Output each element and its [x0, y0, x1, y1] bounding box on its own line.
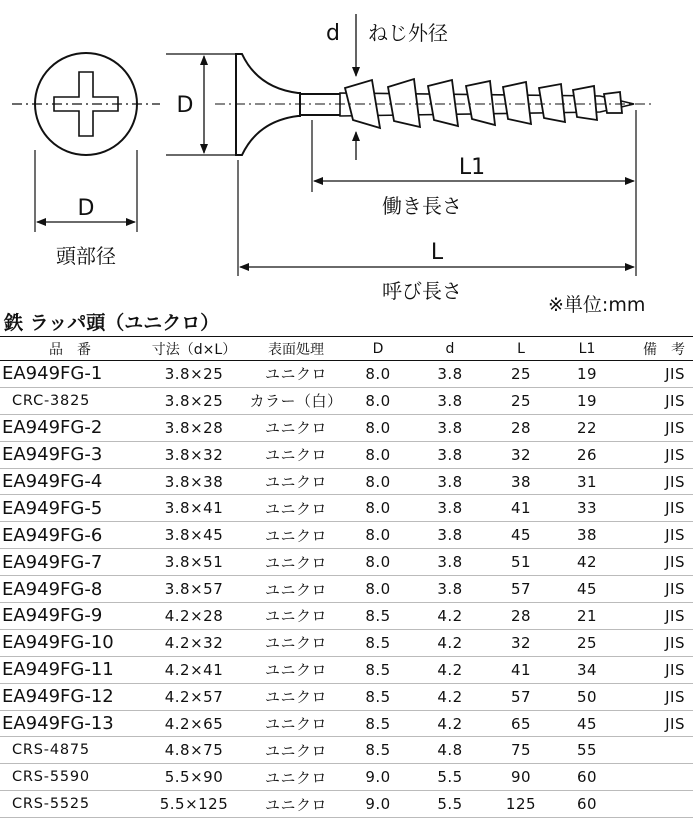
cell-remarks: JIS [620, 468, 693, 495]
cell-D: 8.0 [344, 468, 412, 495]
cell-L1: 60 [554, 764, 620, 791]
head-diameter-caption: 頭部径 [56, 244, 116, 268]
cell-L1: 22 [554, 414, 620, 441]
table-row [0, 441, 693, 468]
cell-size: 4.2×41 [140, 656, 248, 683]
cell-L1: 33 [554, 495, 620, 522]
cell-L1: 19 [554, 361, 620, 388]
table-row [0, 737, 693, 764]
header-d: d [412, 337, 488, 361]
cell-d: 4.2 [412, 683, 488, 710]
cell-size: 5.5×90 [140, 764, 248, 791]
cell-finish: ユニクロ [248, 495, 344, 522]
header-L: L [488, 337, 554, 361]
nominal-length-symbol: L [430, 240, 444, 265]
table-row [0, 549, 693, 576]
cell-finish: ユニクロ [248, 576, 344, 603]
cell-L: 90 [488, 764, 554, 791]
table-row [0, 683, 693, 710]
cell-L: 125 [488, 791, 554, 818]
cell-size: 5.5×125 [140, 791, 248, 818]
cell-code: EA949FG-12 [0, 683, 140, 710]
working-length-dimension [312, 110, 636, 276]
cell-L: 75 [488, 737, 554, 764]
cell-d: 3.8 [412, 522, 488, 549]
cell-L: 65 [488, 710, 554, 737]
cell-L1: 26 [554, 441, 620, 468]
cell-remarks [620, 764, 693, 791]
cell-code: EA949FG-4 [0, 468, 140, 495]
cell-L1: 19 [554, 387, 620, 414]
thread-diameter-caption: ねじ外径 [368, 21, 448, 45]
cell-L: 51 [488, 549, 554, 576]
cell-remarks: JIS [620, 549, 693, 576]
cell-finish: ユニクロ [248, 683, 344, 710]
cell-D: 8.5 [344, 737, 412, 764]
cell-code: EA949FG-13 [0, 710, 140, 737]
cell-remarks: JIS [620, 441, 693, 468]
cell-D: 8.0 [344, 387, 412, 414]
cell-D: 8.5 [344, 656, 412, 683]
cell-L1: 31 [554, 468, 620, 495]
cell-size: 4.2×65 [140, 710, 248, 737]
cell-finish: ユニクロ [248, 737, 344, 764]
cell-remarks [620, 791, 693, 818]
table-row [0, 495, 693, 522]
cell-finish: ユニクロ [248, 361, 344, 388]
cell-D: 8.0 [344, 441, 412, 468]
cell-d: 3.8 [412, 468, 488, 495]
cell-d: 4.2 [412, 603, 488, 630]
cell-size: 3.8×41 [140, 495, 248, 522]
header-L1: L1 [554, 337, 620, 361]
cell-d: 4.2 [412, 629, 488, 656]
cell-D: 8.5 [344, 603, 412, 630]
cell-L: 25 [488, 387, 554, 414]
cell-L: 41 [488, 656, 554, 683]
table-row [0, 656, 693, 683]
cell-L: 28 [488, 603, 554, 630]
cell-code: EA949FG-11 [0, 656, 140, 683]
cell-size: 3.8×51 [140, 549, 248, 576]
cell-size: 3.8×45 [140, 522, 248, 549]
cell-code: EA949FG-3 [0, 441, 140, 468]
table-row [0, 791, 693, 818]
cell-finish: ユニクロ [248, 468, 344, 495]
cell-L: 45 [488, 522, 554, 549]
cell-size: 3.8×57 [140, 576, 248, 603]
table-title: 鉄 ラッパ頭（ユニクロ） [4, 312, 220, 334]
cell-finish: ユニクロ [248, 414, 344, 441]
table-row [0, 468, 693, 495]
cell-D: 8.0 [344, 522, 412, 549]
cell-finish: ユニクロ [248, 764, 344, 791]
table-row [0, 361, 693, 388]
cell-D: 8.0 [344, 549, 412, 576]
cell-remarks: JIS [620, 387, 693, 414]
cell-d: 3.8 [412, 576, 488, 603]
cell-code: EA949FG-5 [0, 495, 140, 522]
cell-D: 8.0 [344, 495, 412, 522]
cell-D: 9.0 [344, 764, 412, 791]
cell-remarks: JIS [620, 710, 693, 737]
nominal-length-caption: 呼び長さ [382, 279, 462, 303]
cell-d: 4.2 [412, 656, 488, 683]
cell-d: 3.8 [412, 361, 488, 388]
cell-remarks: JIS [620, 576, 693, 603]
cell-remarks: JIS [620, 495, 693, 522]
cell-d: 3.8 [412, 549, 488, 576]
cell-L: 25 [488, 361, 554, 388]
cell-size: 4.2×32 [140, 629, 248, 656]
cell-d: 5.5 [412, 791, 488, 818]
cell-code: EA949FG-8 [0, 576, 140, 603]
table-header-row [0, 337, 693, 361]
cell-size: 3.8×25 [140, 361, 248, 388]
cell-D: 8.0 [344, 361, 412, 388]
cell-D: 8.5 [344, 683, 412, 710]
cell-code: EA949FG-6 [0, 522, 140, 549]
table-body [0, 361, 693, 818]
cell-finish: ユニクロ [248, 791, 344, 818]
cell-L1: 50 [554, 683, 620, 710]
cell-D: 8.0 [344, 576, 412, 603]
screw-side-view [215, 54, 655, 155]
cell-remarks [620, 737, 693, 764]
header-finish: 表面処理 [248, 337, 344, 361]
cell-L: 32 [488, 441, 554, 468]
header-size: 寸法（d×L） [140, 337, 248, 361]
cell-L: 32 [488, 629, 554, 656]
cell-code: EA949FG-7 [0, 549, 140, 576]
cell-L1: 38 [554, 522, 620, 549]
cell-d: 3.8 [412, 414, 488, 441]
cell-L: 57 [488, 683, 554, 710]
cell-L1: 25 [554, 629, 620, 656]
head-diameter-label-side: D [176, 93, 194, 118]
cell-code: CRS-5590 [0, 764, 140, 791]
cell-size: 3.8×38 [140, 468, 248, 495]
table-row [0, 576, 693, 603]
table-row [0, 387, 693, 414]
table-row [0, 603, 693, 630]
cell-code: EA949FG-10 [0, 629, 140, 656]
cell-size: 4.8×75 [140, 737, 248, 764]
cell-finish: カラー（白） [248, 387, 344, 414]
working-length-symbol: L1 [458, 155, 486, 180]
cell-code: EA949FG-9 [0, 603, 140, 630]
cell-L1: 55 [554, 737, 620, 764]
cell-finish: ユニクロ [248, 629, 344, 656]
cell-L: 41 [488, 495, 554, 522]
cell-remarks: JIS [620, 522, 693, 549]
cell-size: 4.2×28 [140, 603, 248, 630]
cell-L1: 45 [554, 710, 620, 737]
unit-note: ※単位:mm [548, 294, 646, 316]
header-D: D [344, 337, 412, 361]
cell-D: 8.0 [344, 414, 412, 441]
cell-L1: 42 [554, 549, 620, 576]
cell-L: 57 [488, 576, 554, 603]
cell-d: 3.8 [412, 441, 488, 468]
head-diameter-label-bottom: D [77, 196, 95, 221]
cell-finish: ユニクロ [248, 603, 344, 630]
cell-remarks: JIS [620, 414, 693, 441]
cell-D: 8.5 [344, 710, 412, 737]
cell-L1: 60 [554, 791, 620, 818]
table-row [0, 522, 693, 549]
cell-remarks: JIS [620, 361, 693, 388]
cell-d: 4.8 [412, 737, 488, 764]
table-row [0, 629, 693, 656]
cell-d: 3.8 [412, 495, 488, 522]
header-remarks: 備 考 [620, 337, 693, 361]
cell-L1: 45 [554, 576, 620, 603]
cell-size: 4.2×57 [140, 683, 248, 710]
cell-code: EA949FG-1 [0, 361, 140, 388]
cell-L: 28 [488, 414, 554, 441]
cell-code: CRS-4875 [0, 737, 140, 764]
cell-D: 8.5 [344, 629, 412, 656]
cell-remarks: JIS [620, 629, 693, 656]
table-row [0, 764, 693, 791]
spec-table [0, 336, 693, 818]
cell-remarks: JIS [620, 656, 693, 683]
cell-d: 5.5 [412, 764, 488, 791]
cell-finish: ユニクロ [248, 522, 344, 549]
working-length-caption: 働き長さ [382, 194, 462, 218]
cell-D: 9.0 [344, 791, 412, 818]
cell-size: 3.8×32 [140, 441, 248, 468]
cell-code: CRC-3825 [0, 387, 140, 414]
cell-remarks: JIS [620, 683, 693, 710]
cell-size: 3.8×28 [140, 414, 248, 441]
cell-remarks: JIS [620, 603, 693, 630]
cell-finish: ユニクロ [248, 656, 344, 683]
cell-L: 38 [488, 468, 554, 495]
screw-dimension-diagram [0, 0, 693, 305]
cell-finish: ユニクロ [248, 441, 344, 468]
cell-code: CRS-5525 [0, 791, 140, 818]
cell-d: 4.2 [412, 710, 488, 737]
cell-finish: ユニクロ [248, 549, 344, 576]
cell-code: EA949FG-2 [0, 414, 140, 441]
cell-L1: 34 [554, 656, 620, 683]
header-code: 品 番 [0, 337, 140, 361]
cell-size: 3.8×25 [140, 387, 248, 414]
cell-finish: ユニクロ [248, 710, 344, 737]
cell-L1: 21 [554, 603, 620, 630]
table-row [0, 414, 693, 441]
table-row [0, 710, 693, 737]
thread-diameter-symbol: d [326, 21, 340, 46]
cell-d: 3.8 [412, 387, 488, 414]
